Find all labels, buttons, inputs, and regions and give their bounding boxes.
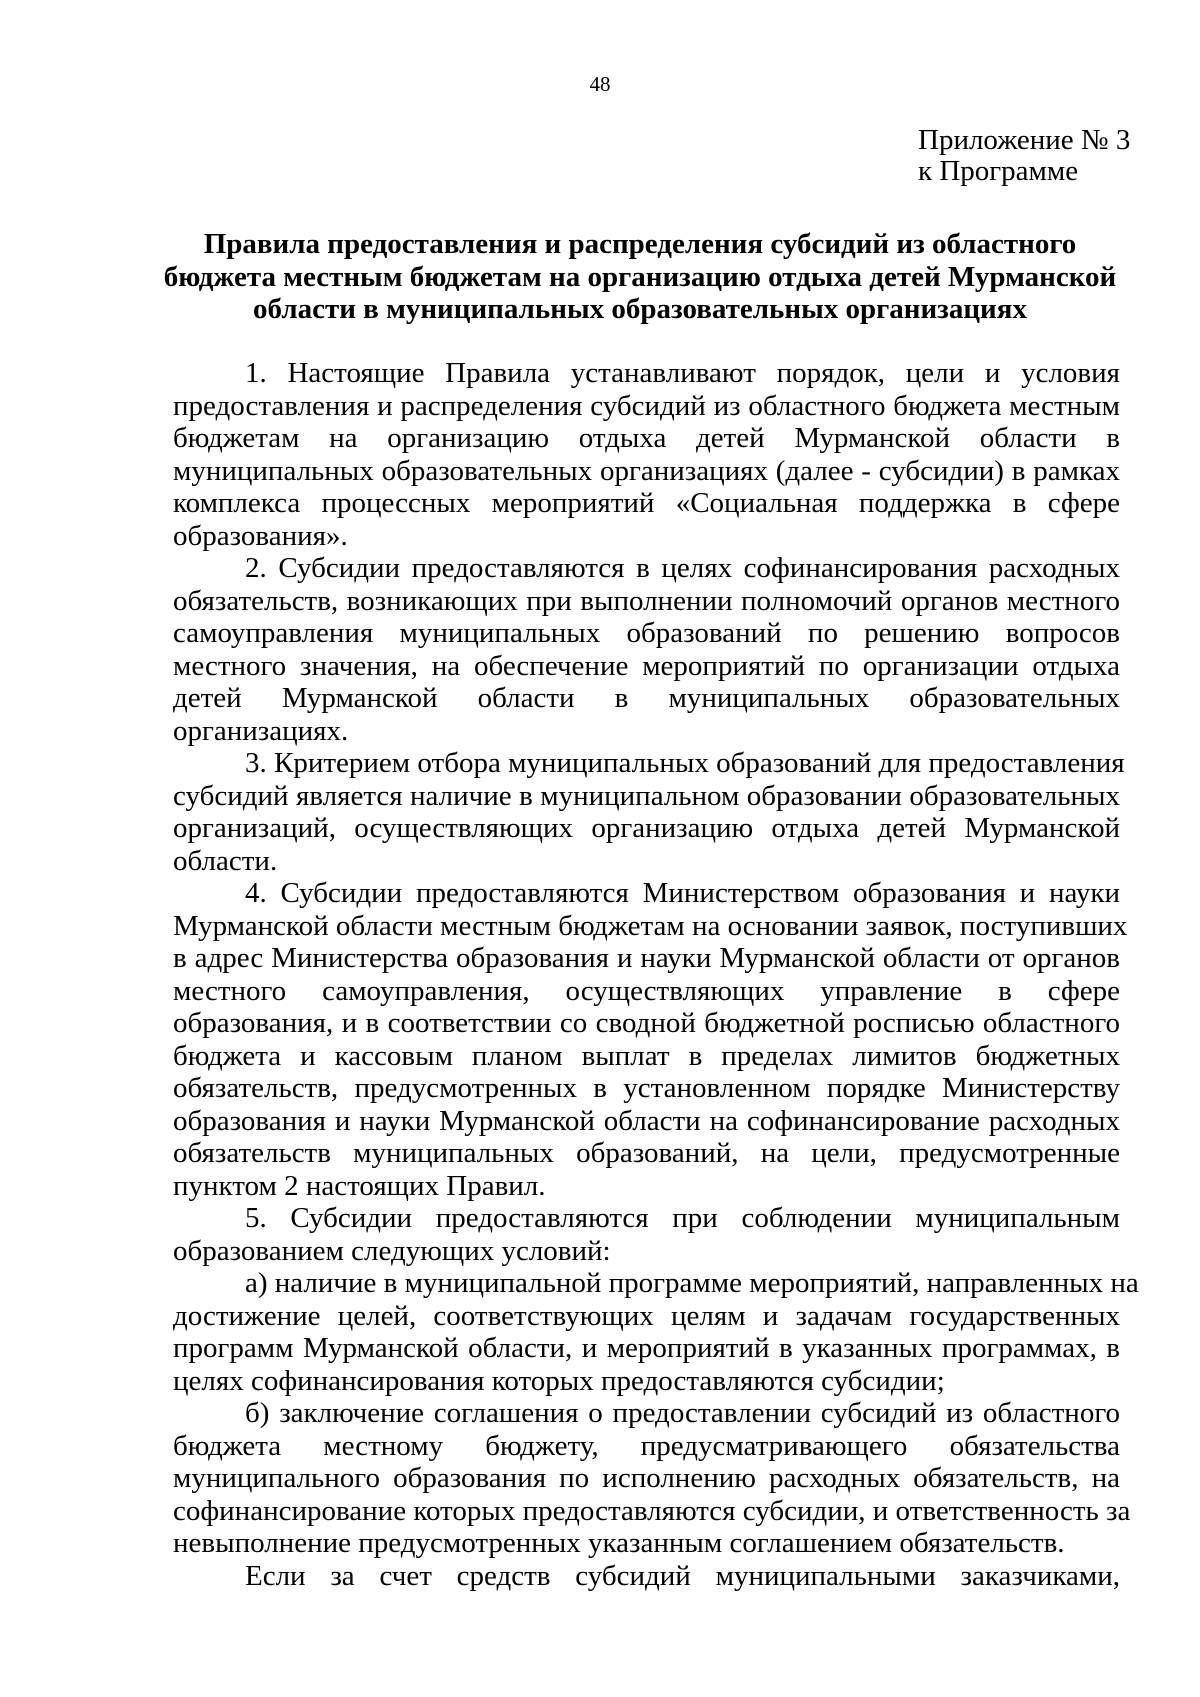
title-line: области в муниципальных образовательных организациях <box>253 293 1027 325</box>
paragraph-line: бюджетам на организацию отдыха детей Мурманской области в <box>173 422 1120 454</box>
paragraph-line: области. <box>173 844 278 877</box>
title-line: Правила предоставления и распределения субсидий из областного <box>203 228 1077 260</box>
paragraph-line: программ Мурманской области, и мероприятий в указанных программах, в <box>173 1332 1120 1364</box>
paragraph <box>173 357 1120 552</box>
document-title <box>160 228 1120 326</box>
appendix-number: Приложение № 3 <box>918 124 1131 156</box>
paragraph-line: 3. Критерием отбора муниципальных образований для предоставления <box>245 747 1125 779</box>
paragraph-line: субсидий является наличие в муниципальном образовании образовательных <box>173 779 1120 812</box>
paragraph-line: организаций, осуществляющих организацию отдыха детей Мурманской <box>173 812 1120 844</box>
paragraph-line: детей Мурманской области в муниципальных образовательных <box>173 682 1120 714</box>
paragraph-line: образования, и в соответствии со сводной бюджетной росписью областного <box>173 1007 1120 1039</box>
paragraph <box>173 1267 1139 1397</box>
paragraph <box>173 1397 1131 1560</box>
paragraph-line: 1. Настоящие Правила устанавливают порядок, цели и условия <box>245 357 1120 389</box>
paragraph-line: в адрес Министерства образования и науки Мурманской области от органов <box>173 942 1120 974</box>
paragraph <box>173 1202 1120 1267</box>
paragraph-line: местного значения, на обеспечение мероприятий по организации отдыха <box>173 649 1120 682</box>
paragraph-line: б) заключение соглашения о предоставлении субсидий из областного <box>245 1397 1120 1429</box>
paragraph-line: а) наличие в муниципальной программе мероприятий, направленных на <box>245 1267 1139 1299</box>
paragraph-line: образования и науки Мурманской области на софинансирование расходных <box>173 1104 1120 1137</box>
paragraph <box>173 552 1120 747</box>
appendix-reference <box>918 125 1130 187</box>
paragraph-line: 5. Субсидии предоставляются при соблюдении муниципальным <box>245 1202 1120 1234</box>
appendix-program: к Программе <box>918 155 1079 187</box>
paragraph-line: обязательств, предусмотренных в установленном порядке Министерству <box>173 1072 1120 1104</box>
title-line: бюджета местным бюджетам на организацию отдыха детей Мурманской <box>163 260 1117 293</box>
paragraph-line: Если за счет средств субсидий муниципальными заказчиками, <box>245 1559 1120 1592</box>
paragraph-line: 4. Субсидии предоставляются Министерством образования и науки <box>245 877 1120 909</box>
paragraph-line: местного самоуправления, осуществляющих управление в сфере <box>173 974 1120 1007</box>
paragraph-line: невыполнение предусмотренных указанным соглашением обязательств. <box>173 1527 1065 1559</box>
paragraph-line: самоуправления муниципальных образований по решению вопросов <box>173 617 1120 649</box>
paragraph-line: обязательств муниципальных образований, на цели, предусмотренные <box>173 1137 1120 1169</box>
document-body <box>173 357 1139 1592</box>
paragraph-line: комплекса процессных мероприятий «Социальная поддержка в сфере <box>173 487 1120 519</box>
paragraph-line: образованием следующих условий: <box>173 1234 611 1267</box>
paragraph-line: целях софинансирования которых предоставляются субсидии; <box>173 1364 945 1397</box>
paragraph <box>173 877 1128 1202</box>
paragraph <box>173 1560 1120 1593</box>
paragraph-line: предоставления и распределения субсидий из областного бюджета местным <box>173 389 1120 422</box>
paragraph-line: бюджета местному бюджету, предусматривающего обязательства <box>173 1429 1120 1462</box>
paragraph-line: образования». <box>173 519 348 552</box>
paragraph-line: обязательств, возникающих при выполнении полномочий органов местного <box>173 584 1120 617</box>
paragraph-line: софинансирование которых предоставляются субсидии, и ответственность за <box>173 1494 1131 1527</box>
paragraph-line: Мурманской области местным бюджетам на основании заявок, поступивших <box>173 909 1128 942</box>
paragraph-line: муниципального образования по исполнению расходных обязательств, на <box>173 1462 1120 1494</box>
paragraph-line: муниципальных образовательных организациях (далее - субсидии) в рамках <box>173 454 1120 487</box>
paragraph-line: бюджета и кассовым планом выплат в пределах лимитов бюджетных <box>173 1039 1120 1072</box>
paragraph-line: достижение целей, соответствующих целям и задачам государственных <box>173 1299 1120 1332</box>
paragraph-line: пунктом 2 настоящих Правил. <box>173 1169 546 1202</box>
paragraph-line: 2. Субсидии предоставляются в целях софинансирования расходных <box>245 552 1120 584</box>
paragraph-line: организациях. <box>173 714 349 747</box>
paragraph <box>173 747 1125 877</box>
page-number: 48 <box>589 72 611 96</box>
